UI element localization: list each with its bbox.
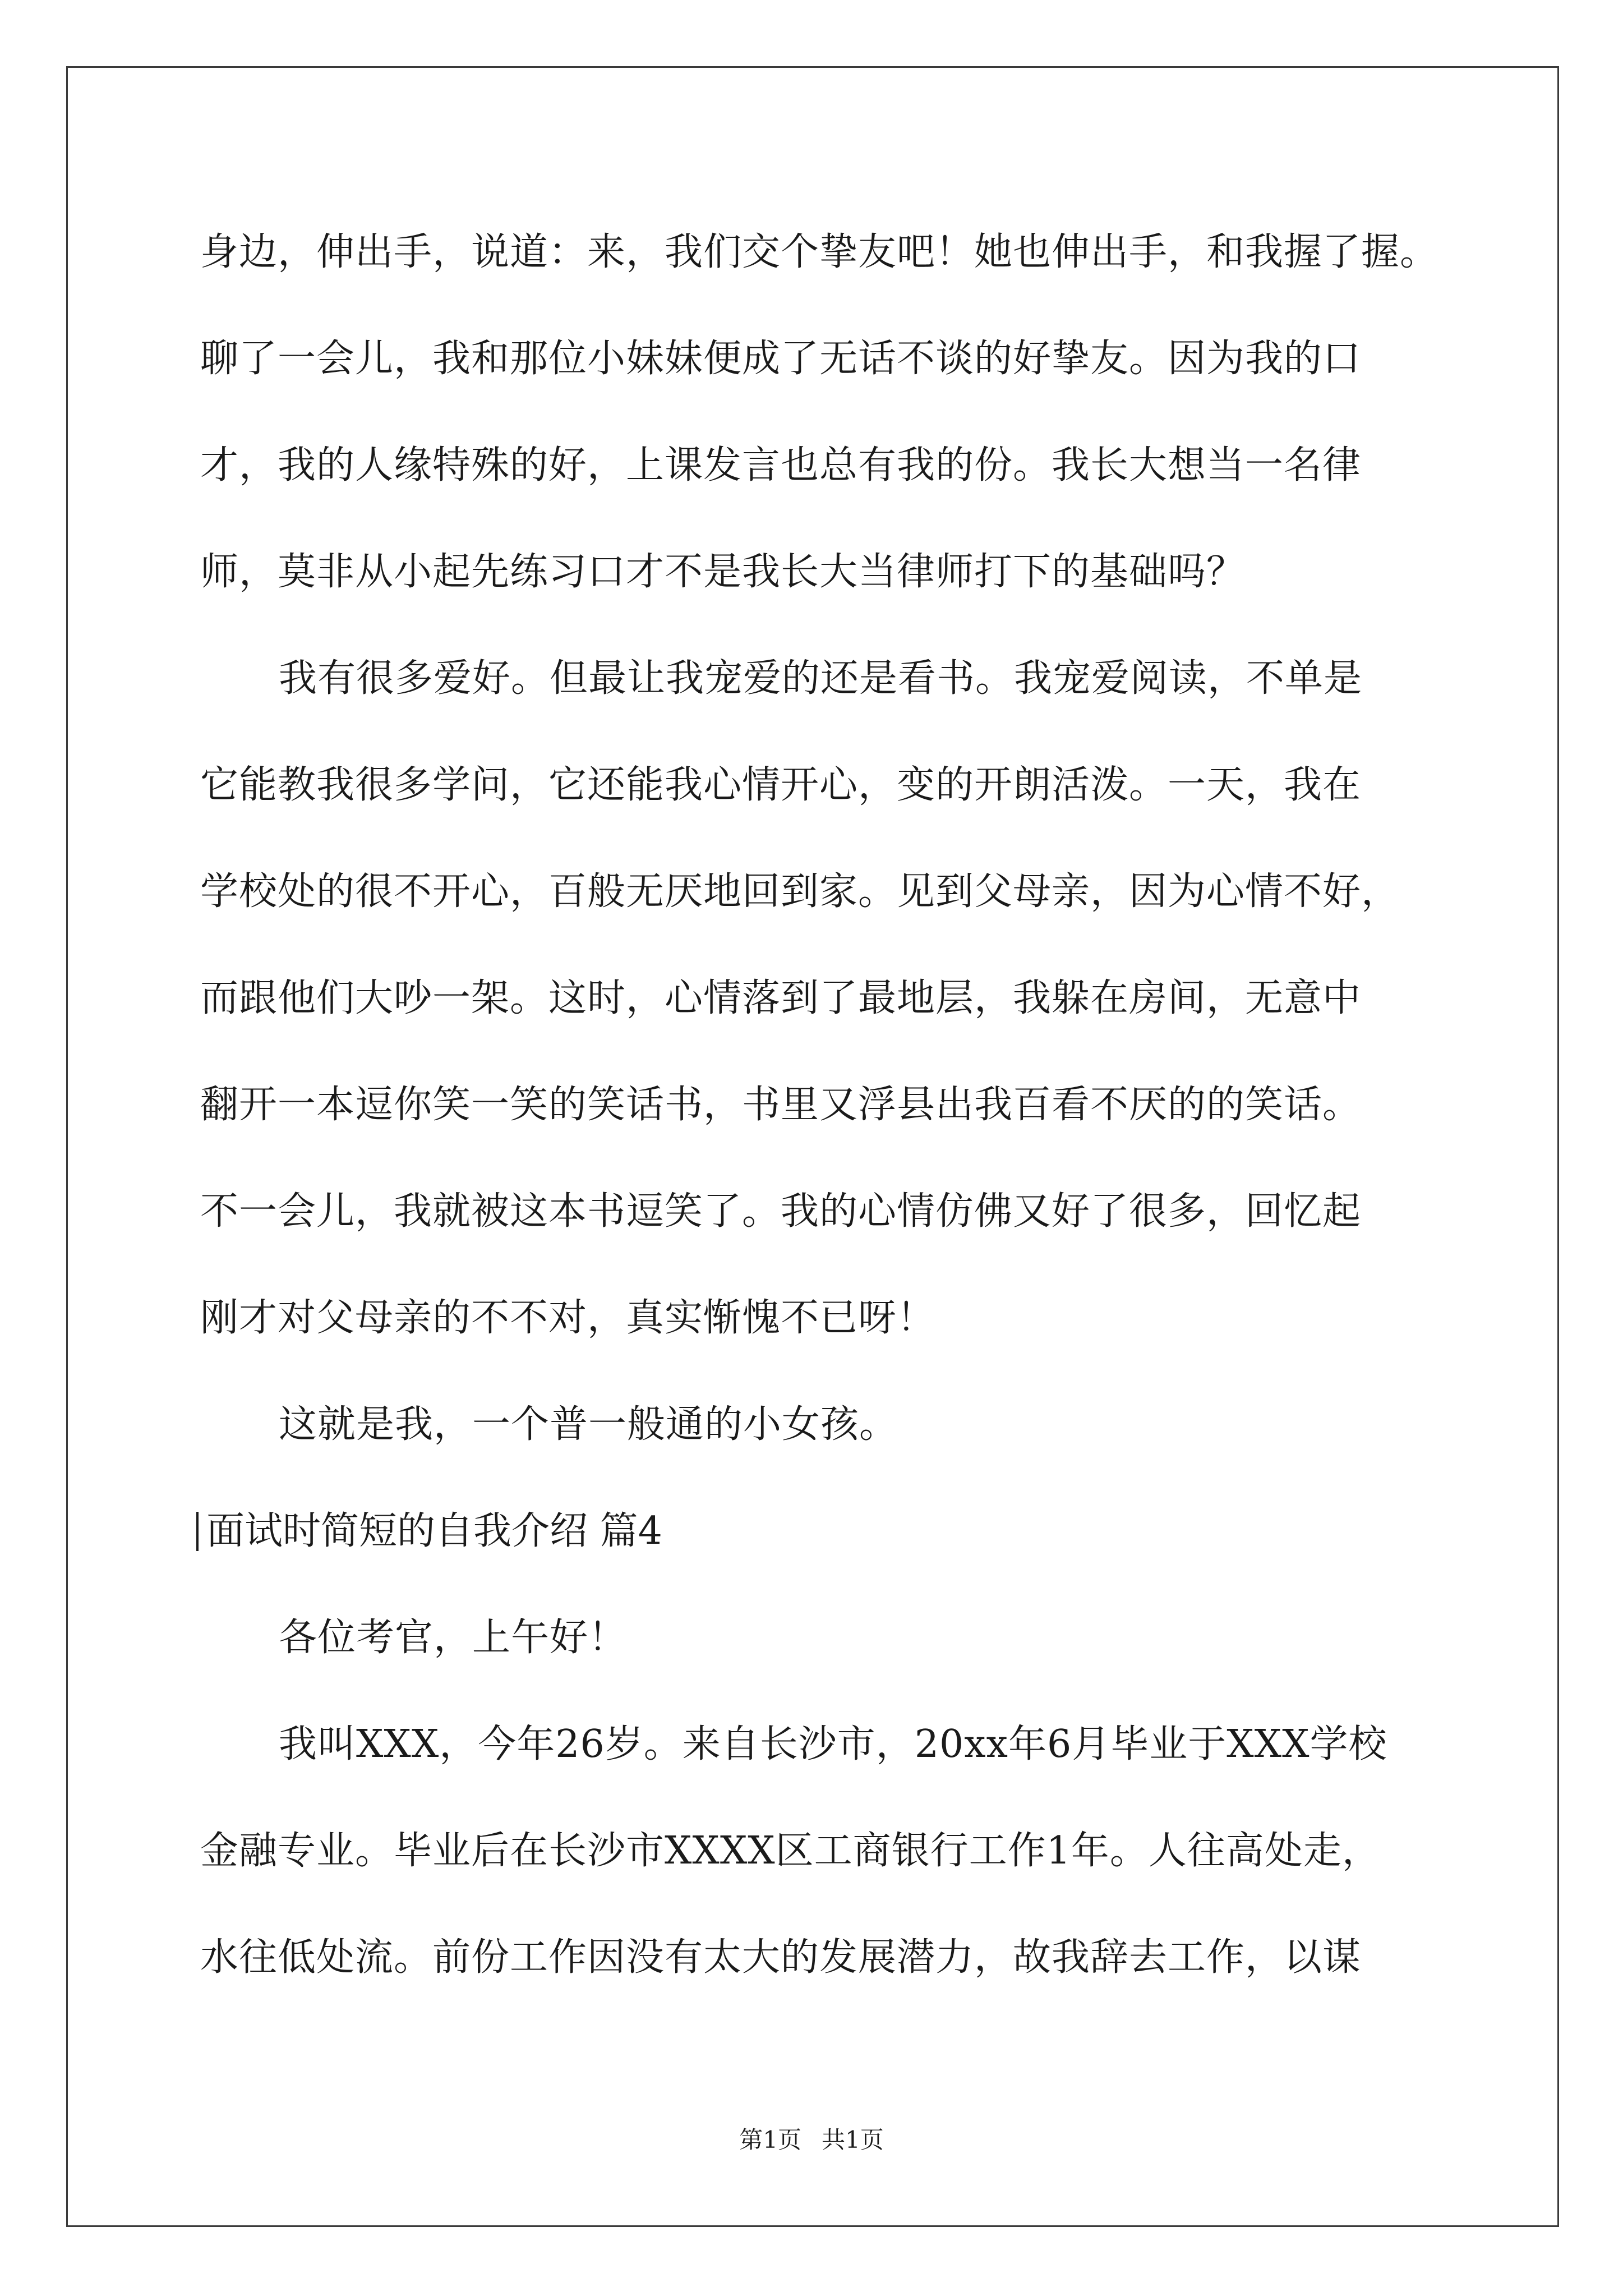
section-heading	[196, 1509, 662, 1554]
section-heading-text: 面试时简短的自我介绍 篇4	[206, 1509, 662, 1553]
paragraph-line: 师，莫非从小起先练习口才不是我长大当律师打下的基础吗？	[200, 550, 1246, 594]
heading-marker	[196, 1512, 199, 1551]
paragraph-line: 翻开一本逗你笑一笑的笑话书，书里又浮县出我百看不厌的的笑话。	[200, 1083, 1362, 1127]
paragraph-line: 它能教我很多学问，它还能我心情开心，变的开朗活泼。一天，我在	[200, 763, 1362, 807]
paragraph-line: 而跟他们大吵一架。这时，心情落到了最地层，我躲在房间，无意中	[200, 976, 1362, 1020]
paragraph-line: 各位考官，上午好！	[279, 1616, 628, 1660]
paragraph-line: 这就是我，一个普一般通的小女孩。	[279, 1402, 898, 1447]
paragraph-line: 聊了一会儿，我和那位小妹妹便成了无话不谈的好挚友。因为我的口	[200, 337, 1362, 381]
paragraph-line: 我叫XXX，今年26岁。来自长沙市，20xx年6月毕业于XXX学校	[279, 1722, 1387, 1766]
page-frame	[66, 66, 1559, 2227]
page-number: 第1页	[739, 2126, 801, 2154]
paragraph-line: 身边，伸出手，说道：来，我们交个挚友吧！她也伸出手，和我握了握。	[200, 230, 1439, 274]
page-total: 共1页	[822, 2126, 884, 2154]
paragraph-line: 才，我的人缘特殊的好，上课发言也总有我的份。我长大想当一名律	[200, 443, 1362, 487]
paragraph-line: 不一会儿，我就被这本书逗笑了。我的心情仿佛又好了很多，回忆起	[200, 1189, 1362, 1234]
paragraph-line: 刚才对父母亲的不不对，真实惭愧不已呀！	[200, 1296, 936, 1340]
paragraph-line: 金融专业。毕业后在长沙市XXXX区工商银行工作1年。人往高处走，	[200, 1829, 1381, 1873]
paragraph-line: 学校处的很不开心，百般无厌地回到家。见到父母亲，因为心情不好，	[200, 869, 1400, 914]
page-footer	[0, 2126, 1623, 2154]
paragraph-line: 水往低处流。前份工作因没有太大的发展潜力，故我辞去工作，以谋	[200, 1935, 1362, 1980]
paragraph-line: 我有很多爱好。但最让我宠爱的还是看书。我宠爱阅读，不单是	[279, 656, 1363, 701]
